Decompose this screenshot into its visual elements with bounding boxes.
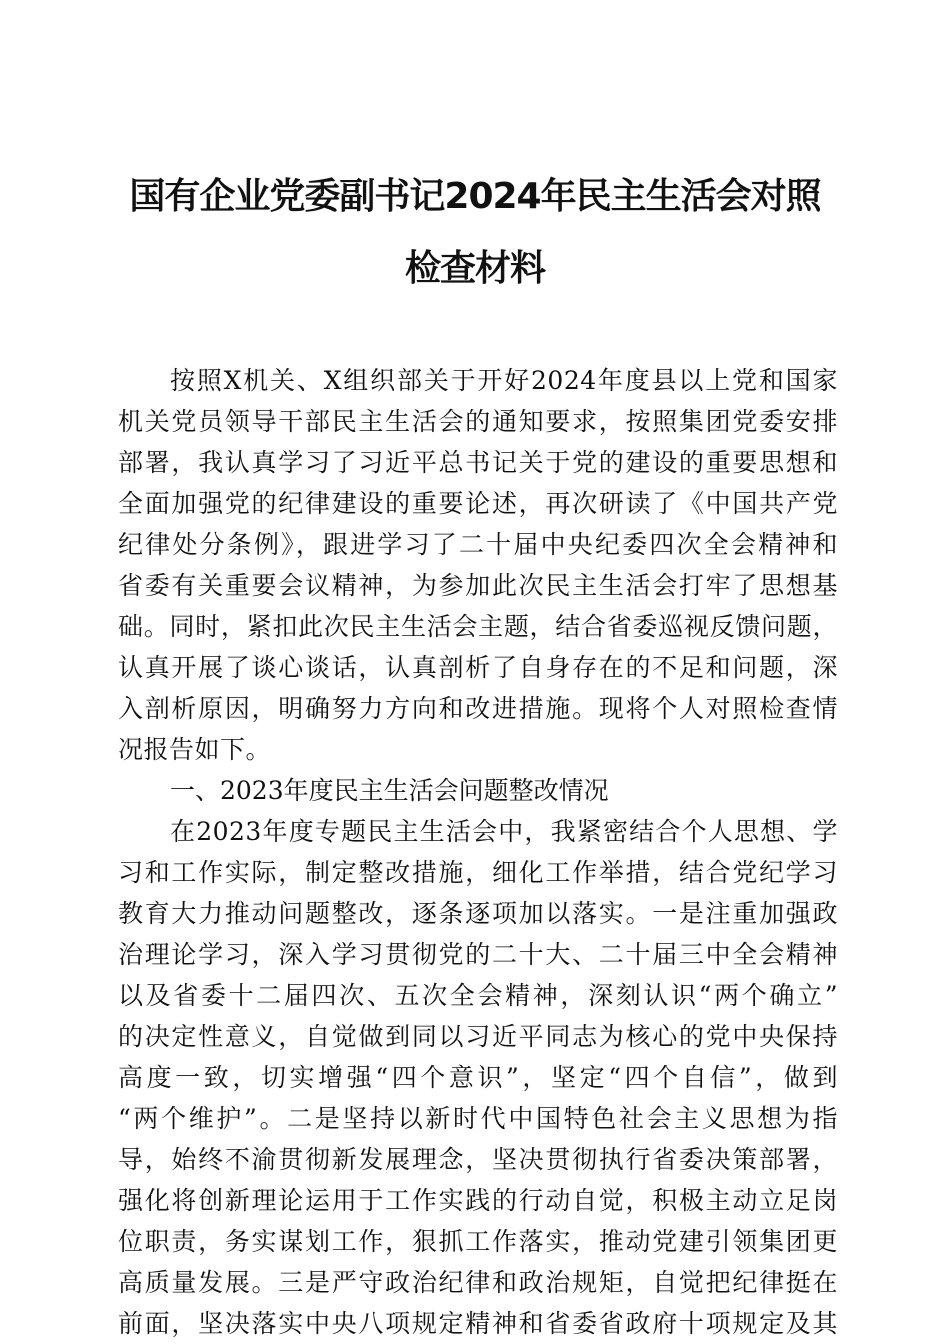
- intro-paragraph-line: 机关党员领导干部民主生活会的通知要求，按照集团党委安排: [118, 407, 838, 436]
- intro-paragraph-line: 省委有关重要会议精神，为参加此次民主生活会打牢了思想基: [118, 571, 838, 600]
- section-1-paragraph-line: 在2023年度专题民主生活会中，我紧密结合个人思想、学: [170, 817, 838, 846]
- intro-paragraph-line: 纪律处分条例》，跟进学习了二十届中央纪委四次全会精神和: [118, 530, 838, 559]
- intro-paragraph-line: 认真开展了谈心谈话，认真剖析了自身存在的不足和问题，深: [118, 653, 838, 682]
- section-1-paragraph-line: 前面，坚决落实中央八项规定精神和省委省政府十项规定及其: [118, 1309, 838, 1338]
- section-1-paragraph-line: 位职责，务实谋划工作，狠抓工作落实，推动党建引领集团更: [118, 1227, 838, 1256]
- section-1-paragraph-line: 导，始终不渝贯彻新发展理念，坚决贯彻执行省委决策部署，: [118, 1145, 838, 1174]
- section-1-paragraph-line: “两个维护”。二是坚持以新时代中国特色社会主义思想为指: [118, 1104, 838, 1133]
- intro-paragraph-line: 全面加强党的纪律建设的重要论述，再次研读了《中国共产党: [118, 489, 838, 518]
- document-title-line-1: 国有企业党委副书记2024年民主生活会对照: [129, 176, 821, 217]
- intro-paragraph-line: 入剖析原因，明确努力方向和改进措施。现将个人对照检查情: [118, 694, 838, 723]
- document-body: [118, 360, 838, 1344]
- section-1-paragraph-line: 的决定性意义，自觉做到同以习近平同志为核心的党中央保持: [118, 1022, 838, 1051]
- section-1-paragraph-line: 习和工作实际，制定整改措施，细化工作举措，结合党纪学习: [118, 858, 838, 887]
- intro-paragraph-line: 础。同时，紧扣此次民主生活会主题，结合省委巡视反馈问题，: [118, 612, 838, 641]
- section-1-paragraph-line: 治理论学习，深入学习贯彻党的二十大、二十届三中全会精神: [118, 940, 838, 969]
- section-1-paragraph-line: 以及省委十二届四次、五次全会精神，深刻认识“两个确立”: [118, 981, 838, 1010]
- section-1-paragraph-line: 教育大力推动问题整改，逐条逐项加以落实。一是注重加强政: [118, 899, 838, 928]
- section-1-paragraph-line: 高度一致，切实增强“四个意识”，坚定“四个自信”，做到: [118, 1063, 838, 1092]
- section-1-paragraph-line: 高质量发展。三是严守政治纪律和政治规矩，自觉把纪律挺在: [118, 1268, 838, 1297]
- document-title-line-2: 检查材料: [404, 248, 545, 289]
- section-1-heading: 一、2023年度民主生活会问题整改情况: [170, 776, 609, 805]
- intro-paragraph-line: 部署，我认真学习了习近平总书记关于党的建设的重要思想和: [118, 448, 838, 477]
- intro-paragraph-line: 按照X机关、X组织部关于开好2024年度县以上党和国家: [170, 366, 838, 395]
- intro-paragraph-line: 况报告如下。: [118, 735, 272, 764]
- section-1-paragraph-line: 强化将创新理论运用于工作实践的行动自觉，积极主动立足岗: [118, 1186, 838, 1215]
